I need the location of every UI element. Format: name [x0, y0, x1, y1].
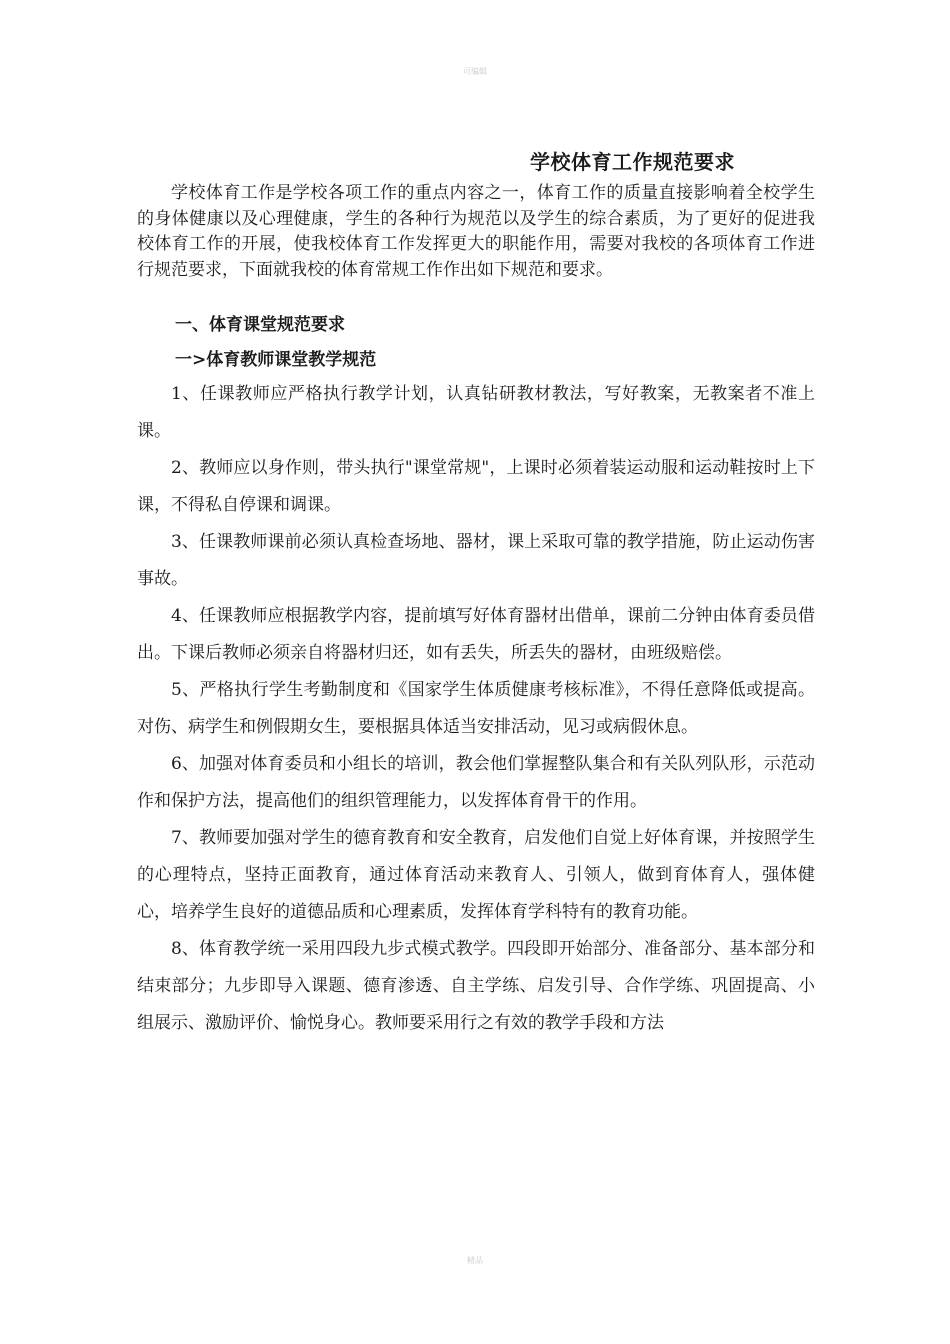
section-heading: 一、体育课堂规范要求: [175, 315, 345, 335]
rule-item-3: 3、任课教师课前必须认真检查场地、器材，课上采取可靠的教学措施，防止运动伤害事故。: [137, 532, 815, 589]
document-title: 学校体育工作规范要求: [530, 150, 735, 174]
rule-item-5: 5、严格执行学生考勤制度和《国家学生体质健康考核标准》，不得任意降低或提高。对伤、病学生和例假期女生，要根据具体适当安排活动，见习或病假休息。: [137, 680, 815, 737]
intro-paragraph: 学校体育工作是学校各项工作的重点内容之一，体育工作的质量直接影响着全校学生的身体健康以及心理健康，学生的各种行为规范以及学生的综合素质，为了更好的促进我校体育工作的开展，使我校体育工作发挥更大的职能作用，需要对我校的各项体育工作进行规范要求，下面就我校的体育常规工作作出如下规范和要求。: [137, 183, 815, 280]
rule-item-7: 7、教师要加强对学生的德育教育和安全教育，启发他们自觉上好体育课，并按照学生的心理特点，坚持正面教育，通过体育活动来教育人、引领人，做到育体育人，强体健心，培养学生良好的道德品质和心理素质，发挥体育学科特有的教育功能。: [137, 828, 815, 922]
rule-item-4: 4、任课教师应根据教学内容，提前填写好体育器材出借单，课前二分钟由体育委员借出。下课后教师必须亲自将器材归还，如有丢失，所丢失的器材，由班级赔偿。: [137, 606, 815, 663]
header-watermark: 可编辑: [463, 67, 487, 76]
rule-item-8: 8、体育教学统一采用四段九步式模式教学。四段即开始部分、准备部分、基本部分和结束部分；九步即导入课题、德育渗透、自主学练、启发引导、合作学练、巩固提高、小组展示、激励评价、愉悦身心。教师要采用行之有效的教学手段和方法: [137, 939, 815, 1033]
rule-list: [137, 376, 815, 1042]
rule-item-1: 1、任课教师应严格执行教学计划，认真钻研教材教法，写好教案，无教案者不准上课。: [137, 384, 815, 441]
rule-item-6: 6、加强对体育委员和小组长的培训，教会他们掌握整队集合和有关队列队形，示范动作和保护方法，提高他们的组织管理能力，以发挥体育骨干的作用。: [137, 754, 815, 811]
subsection-heading: 一>体育教师课堂教学规范: [175, 350, 377, 370]
footer-watermark: 精品: [467, 1256, 483, 1265]
rule-item-2: 2、教师应以身作则，带头执行"课堂常规"，上课时必须着装运动服和运动鞋按时上下课，不得私自停课和调课。: [137, 458, 815, 515]
